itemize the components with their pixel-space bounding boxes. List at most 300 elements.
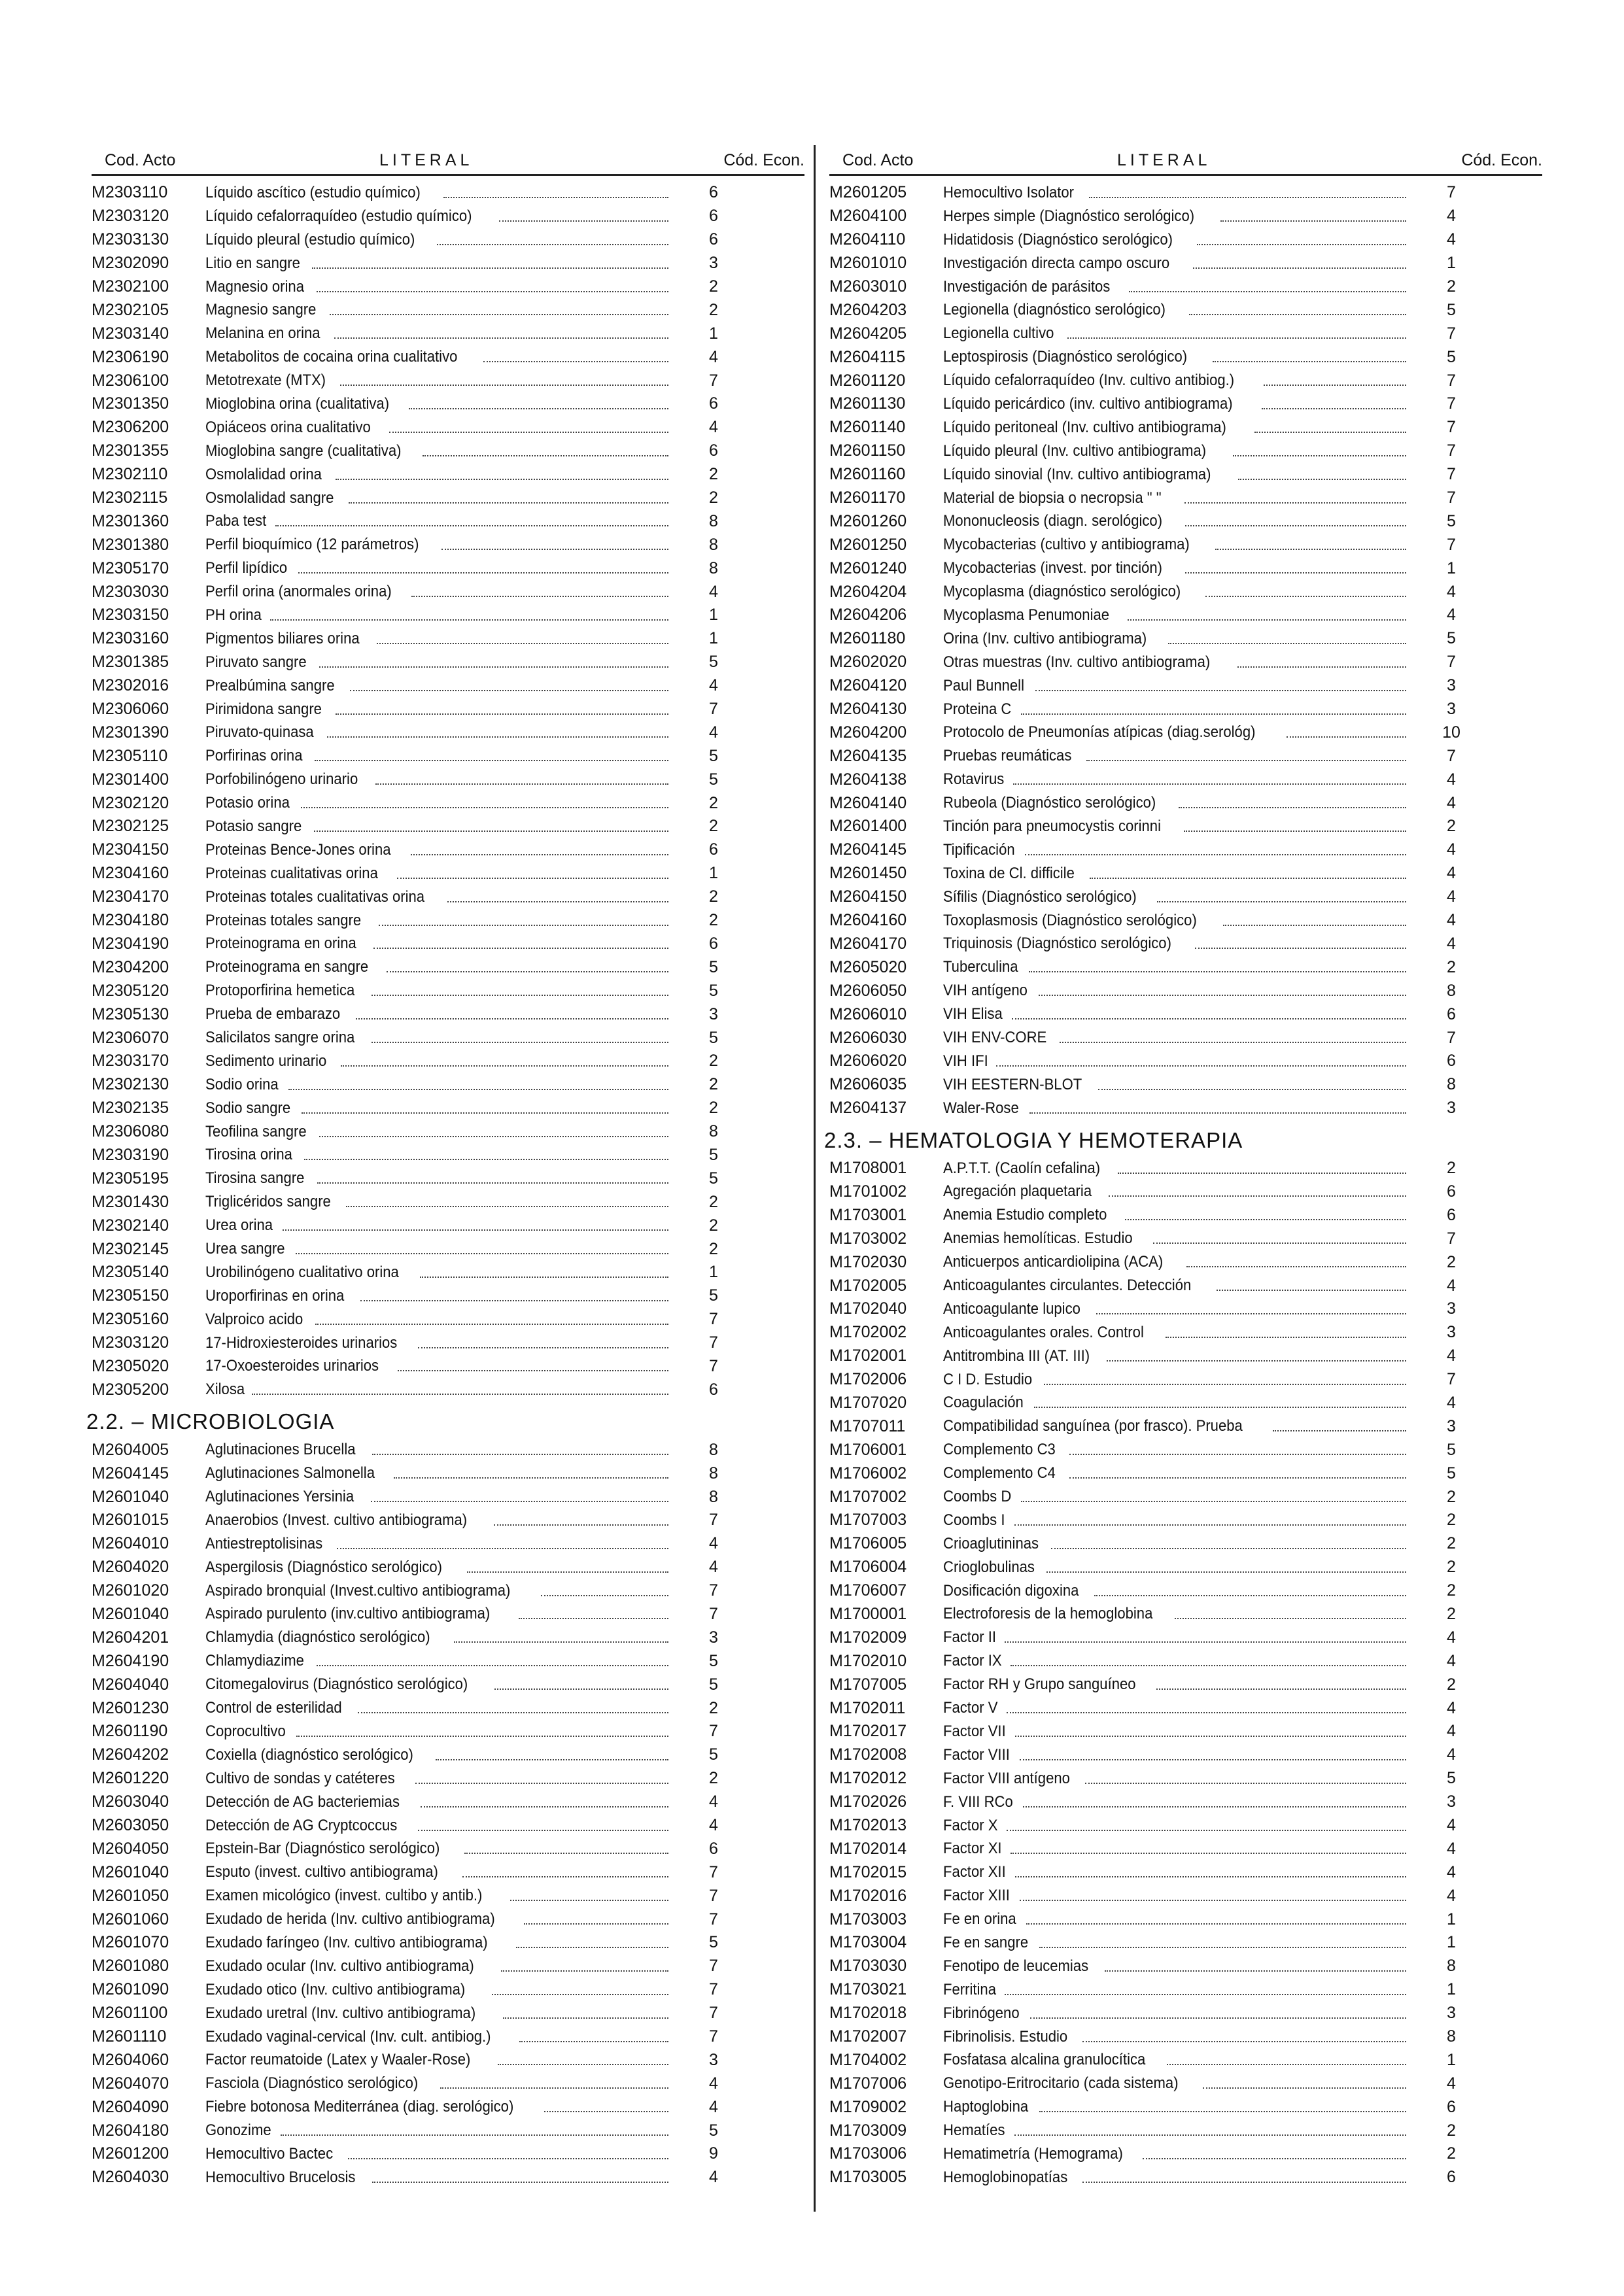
literal-text: Sodio orina — [205, 1075, 279, 1093]
act-code: M2604010 — [92, 1534, 169, 1553]
table-row — [92, 955, 804, 979]
econ-code: 2 — [1447, 1511, 1456, 1530]
dot-leader — [1020, 1900, 1406, 1901]
literal-cell — [205, 583, 668, 601]
econ-code: 5 — [709, 2121, 718, 2140]
literal-text: Sífilis (Diagnóstico serológico) — [943, 887, 1137, 906]
dot-leader — [1237, 666, 1406, 668]
econ-code: 7 — [1447, 183, 1456, 202]
dot-leader — [1203, 2087, 1406, 2089]
econ-code: 4 — [709, 1816, 718, 1834]
dot-leader — [304, 1159, 668, 1160]
act-code: M2604160 — [829, 911, 907, 930]
table-row — [92, 1284, 804, 1308]
table-row — [92, 205, 804, 228]
right-column — [824, 149, 1542, 2189]
econ-code: 7 — [709, 2027, 718, 2046]
table-row — [829, 2166, 1542, 2189]
literal-cell — [205, 395, 668, 413]
econ-code: 4 — [1447, 840, 1456, 859]
act-code: M2604205 — [829, 324, 907, 343]
table-row — [92, 1696, 804, 1720]
act-code: M2601230 — [92, 1698, 169, 1717]
econ-code: 8 — [1447, 1075, 1456, 1094]
act-code: M1702026 — [829, 1792, 907, 1811]
table-row — [92, 815, 804, 838]
act-code: M2306200 — [92, 418, 169, 437]
literal-text: Piruvato-quinasa — [205, 723, 314, 742]
econ-code: 4 — [1447, 934, 1456, 953]
table-row — [829, 228, 1542, 252]
table-row — [829, 1696, 1542, 1720]
dot-leader — [1060, 1042, 1406, 1043]
act-code: M1702001 — [829, 1346, 907, 1365]
dot-leader — [1039, 995, 1406, 996]
table-row — [829, 439, 1542, 463]
literal-cell — [205, 2098, 668, 2116]
econ-code: 2 — [709, 1052, 718, 1071]
literal-text: Factor XIII — [943, 1887, 1010, 1905]
econ-code: 7 — [709, 1356, 718, 1375]
literal-cell — [205, 1216, 668, 1235]
literal-text: Valproico acido — [205, 1310, 303, 1328]
act-code: M2601040 — [92, 1487, 169, 1506]
table-row — [829, 933, 1542, 956]
table-row — [829, 1626, 1542, 1649]
act-code: M1702005 — [829, 1276, 907, 1295]
table-row — [829, 1532, 1542, 1556]
act-code: M2601260 — [829, 511, 907, 530]
table-row — [829, 862, 1542, 885]
literal-text: Melanina en orina — [205, 324, 320, 343]
literal-text: Control de esterilidad — [205, 1699, 342, 1717]
table-row — [829, 1345, 1542, 1368]
dot-leader — [387, 971, 668, 972]
table-row — [92, 2025, 804, 2049]
act-code: M2601050 — [92, 1886, 169, 1905]
econ-code: 2 — [709, 277, 718, 296]
literal-cell — [943, 536, 1406, 554]
dot-leader — [494, 1688, 668, 1690]
table-row — [92, 1603, 804, 1626]
act-code: M2604200 — [829, 723, 907, 742]
literal-cell — [205, 207, 668, 226]
table-row — [829, 252, 1542, 275]
dot-leader — [1233, 455, 1406, 456]
literal-cell — [943, 1300, 1406, 1318]
econ-code: 2 — [709, 1698, 718, 1717]
table-row — [829, 791, 1542, 815]
literal-text: F. VIII RCo — [943, 1792, 1013, 1811]
act-code: M2303170 — [92, 1052, 169, 1071]
econ-code: 1 — [1447, 1933, 1456, 1952]
literal-cell — [943, 1793, 1406, 1811]
literal-cell — [205, 817, 668, 836]
dot-leader — [275, 525, 668, 526]
econ-code: 3 — [1447, 1099, 1456, 1118]
literal-cell — [943, 2004, 1406, 2023]
act-code: M2303150 — [92, 606, 169, 625]
act-code: M1703004 — [829, 1933, 907, 1952]
literal-cell — [943, 442, 1406, 460]
act-code: M2305120 — [92, 981, 169, 1000]
econ-code: 2 — [1447, 957, 1456, 976]
act-code: M2302130 — [92, 1075, 169, 1094]
act-code: M2302125 — [92, 817, 169, 836]
literal-text: Proteinas cualitativas orina — [205, 864, 378, 882]
dot-leader — [1128, 619, 1406, 621]
dot-leader — [1025, 854, 1406, 855]
literal-cell — [205, 1464, 668, 1482]
dot-leader — [334, 337, 668, 339]
table-row — [92, 1720, 804, 1743]
literal-cell — [943, 466, 1406, 484]
literal-cell — [205, 1488, 668, 1506]
header-code: Cod. Acto — [842, 151, 914, 169]
table-row — [92, 1931, 804, 1955]
act-code: M1702009 — [829, 1628, 907, 1647]
literal-text: Complemento C4 — [943, 1464, 1056, 1482]
econ-code: 4 — [709, 1792, 718, 1811]
table-row — [829, 2142, 1542, 2166]
literal-text: Investigación directa campo oscuro — [943, 254, 1170, 272]
dot-leader — [317, 1665, 668, 1666]
econ-code: 1 — [1447, 254, 1456, 273]
literal-cell — [943, 1324, 1406, 1342]
dot-leader — [1189, 314, 1406, 315]
dot-leader — [348, 2158, 668, 2159]
econ-code: 4 — [1447, 1276, 1456, 1295]
literal-cell — [205, 1076, 668, 1094]
act-code: M2606010 — [829, 1004, 907, 1023]
table-row — [829, 1321, 1542, 1345]
table-row — [829, 744, 1542, 768]
econ-code: 5 — [1447, 1440, 1456, 1459]
literal-text: Anticuerpos anticardiolipina (ACA) — [943, 1253, 1164, 1271]
act-code: M2304190 — [92, 934, 169, 953]
table-row — [829, 1814, 1542, 1838]
literal-text: Factor VIII — [943, 1745, 1010, 1764]
dot-leader — [1030, 2017, 1406, 2019]
act-code: M1703030 — [829, 1957, 907, 1976]
econ-code: 4 — [709, 1558, 718, 1577]
table-row — [92, 1509, 804, 1532]
table-row — [92, 322, 804, 345]
dot-leader — [1107, 1360, 1406, 1362]
literal-cell — [205, 1793, 668, 1811]
econ-code: 4 — [709, 2097, 718, 2116]
dot-leader — [283, 1229, 668, 1231]
table-row — [92, 1462, 804, 1485]
dot-leader — [996, 1065, 1406, 1067]
dot-leader — [1069, 1477, 1406, 1479]
literal-cell — [205, 1652, 668, 1670]
literal-text: Osmolalidad sangre — [205, 488, 334, 507]
econ-code: 4 — [1447, 1651, 1456, 1670]
literal-cell — [943, 2145, 1406, 2163]
literal-cell — [205, 1311, 668, 1329]
dot-leader — [1082, 2041, 1406, 2042]
literal-cell — [943, 865, 1406, 883]
literal-cell — [943, 1347, 1406, 1365]
literal-text: Hematíes — [943, 2121, 1005, 2140]
table-row — [829, 1097, 1542, 1120]
econ-code: 2 — [1447, 1675, 1456, 1694]
table-row — [829, 1180, 1542, 1204]
dot-leader — [498, 2064, 668, 2065]
literal-cell — [205, 512, 668, 530]
table-row — [92, 416, 804, 439]
literal-text: VIH IFI — [943, 1052, 988, 1070]
literal-text: Mioglobina sangre (cualitativa) — [205, 441, 402, 460]
literal-cell — [205, 1863, 668, 1881]
literal-cell — [943, 324, 1406, 343]
table-row — [92, 2072, 804, 2095]
econ-code: 4 — [1447, 1745, 1456, 1764]
literal-cell — [205, 653, 668, 672]
econ-code: 8 — [709, 511, 718, 530]
econ-code: 2 — [1447, 1159, 1456, 1178]
act-code: M2603050 — [92, 1816, 169, 1834]
econ-code: 2 — [709, 911, 718, 930]
econ-code: 8 — [709, 558, 718, 577]
table-row — [92, 580, 804, 604]
literal-text: Xilosa — [205, 1380, 245, 1399]
table-row — [829, 1414, 1542, 1438]
literal-text: Electroforesis de la hemoglobina — [943, 1605, 1153, 1623]
literal-cell — [205, 1817, 668, 1835]
table-row — [829, 1203, 1542, 1227]
literal-cell — [205, 1005, 668, 1023]
literal-cell — [205, 348, 668, 366]
act-code: M2603010 — [829, 277, 907, 296]
literal-cell — [205, 1123, 668, 1141]
dot-leader — [356, 1018, 668, 1019]
literal-cell — [205, 1628, 668, 1647]
dot-leader — [389, 432, 668, 433]
table-row — [92, 1673, 804, 1696]
table-row — [829, 1509, 1542, 1532]
literal-cell — [205, 1605, 668, 1623]
literal-text: Exudado faríngeo (Inv. cultivo antibiograma) — [205, 1933, 488, 1951]
table-row — [829, 1050, 1542, 1073]
act-code: M2301390 — [92, 723, 169, 742]
table-row — [829, 1438, 1542, 1462]
table-row — [829, 1579, 1542, 1603]
table-row — [92, 1214, 804, 1237]
table-row — [829, 909, 1542, 933]
econ-code: 5 — [1447, 347, 1456, 366]
act-code: M2304180 — [92, 911, 169, 930]
act-code: M1700001 — [829, 1604, 907, 1623]
literal-text: Mioglobina orina (cualitativa) — [205, 394, 390, 413]
header-literal: LITERAL — [379, 151, 474, 169]
act-code: M2604170 — [829, 934, 907, 953]
table-row — [829, 275, 1542, 299]
act-code: M2604202 — [92, 1745, 169, 1764]
econ-code: 4 — [1447, 606, 1456, 625]
table-row — [829, 1227, 1542, 1250]
left-header — [92, 149, 804, 176]
econ-code: 7 — [1447, 441, 1456, 460]
literal-text: Legionella cultivo — [943, 324, 1054, 343]
literal-cell — [205, 2168, 668, 2187]
literal-cell — [943, 1558, 1406, 1577]
act-code: M2606035 — [829, 1075, 907, 1094]
literal-text: Coprocultivo — [205, 1722, 286, 1740]
dot-leader — [464, 1853, 668, 1854]
literal-text: Antiestreptolisinas — [205, 1534, 323, 1552]
dot-leader — [1109, 1195, 1406, 1197]
literal-cell — [205, 559, 668, 577]
table-row — [92, 439, 804, 463]
dot-leader — [377, 643, 668, 644]
table-row — [829, 627, 1542, 651]
literal-cell — [943, 1582, 1406, 1600]
literal-cell — [943, 2098, 1406, 2116]
table-row — [829, 1884, 1542, 1908]
dot-leader — [1184, 502, 1406, 504]
dot-leader — [467, 1571, 668, 1573]
econ-code: 4 — [1447, 1839, 1456, 1858]
table-row — [92, 1649, 804, 1673]
econ-code: 6 — [709, 394, 718, 413]
table-row — [92, 1814, 804, 1838]
table-row — [829, 533, 1542, 557]
table-row — [829, 1297, 1542, 1321]
econ-code: 7 — [709, 1581, 718, 1600]
literal-cell — [943, 700, 1406, 719]
act-code: M2305195 — [92, 1169, 169, 1188]
literal-text: Urobilinógeno cualitativo orina — [205, 1263, 399, 1281]
act-code: M2305020 — [92, 1356, 169, 1375]
literal-text: Magnesio orina — [205, 277, 304, 296]
literal-text: Prueba de embarazo — [205, 1005, 341, 1023]
table-row — [829, 721, 1542, 744]
dot-leader — [281, 2134, 668, 2136]
literal-cell — [943, 1488, 1406, 1506]
table-row — [829, 1931, 1542, 1955]
literal-cell — [205, 794, 668, 812]
table-row — [829, 1556, 1542, 1579]
act-code: M2601150 — [829, 441, 906, 460]
econ-code: 7 — [709, 1722, 718, 1741]
act-code: M1706001 — [829, 1440, 907, 1459]
table-row — [92, 275, 804, 299]
act-code: M2604005 — [92, 1440, 169, 1459]
literal-text: Osmolalidad orina — [205, 465, 322, 483]
literal-text: Anemia Estudio completo — [943, 1206, 1107, 1224]
act-code: M2604135 — [829, 746, 907, 765]
dot-leader — [483, 361, 668, 362]
act-code: M2305170 — [92, 558, 169, 577]
act-code: M2601100 — [92, 2004, 168, 2023]
table-row — [829, 1603, 1542, 1626]
table-row — [829, 322, 1542, 345]
act-code: M2601140 — [829, 418, 906, 437]
literal-cell — [205, 912, 668, 930]
dot-leader — [1011, 1665, 1406, 1666]
econ-code: 4 — [709, 676, 718, 695]
dot-leader — [1096, 1313, 1406, 1314]
dot-leader — [1014, 1524, 1406, 1526]
literal-cell — [205, 1535, 668, 1553]
table-row — [92, 1378, 804, 1401]
dot-leader — [1015, 1876, 1406, 1877]
act-code: M2305160 — [92, 1310, 169, 1329]
literal-text: Exudado de herida (Inv. cultivo antibiograma) — [205, 1910, 495, 1928]
econ-code: 5 — [709, 1286, 718, 1305]
table-row — [829, 1791, 1542, 1814]
act-code: M2604137 — [829, 1099, 907, 1118]
act-code: M2604120 — [829, 676, 907, 695]
dot-leader — [447, 901, 668, 902]
literal-text: Potasio orina — [205, 794, 290, 812]
literal-text: Haptoglobina — [943, 2098, 1029, 2116]
dot-leader — [1034, 1407, 1406, 1408]
act-code: M1702040 — [829, 1299, 907, 1318]
table-row — [829, 1250, 1542, 1274]
dot-leader — [1046, 1571, 1406, 1573]
table-row — [92, 838, 804, 862]
dot-leader — [492, 1994, 668, 1995]
literal-text: Mycobacterias (invest. por tinción) — [943, 559, 1163, 577]
econ-code: 4 — [1447, 1346, 1456, 1365]
dot-leader — [1143, 2158, 1406, 2159]
table-row — [92, 791, 804, 815]
econ-code: 1 — [709, 629, 718, 648]
act-code: M2305130 — [92, 1004, 169, 1023]
literal-text: Detección de AG bacteriemias — [205, 1792, 400, 1811]
literal-cell — [205, 1746, 668, 1764]
table-row — [92, 604, 804, 627]
dot-leader — [1086, 760, 1406, 761]
act-code: M2604140 — [829, 793, 907, 812]
act-code: M2602020 — [829, 653, 907, 672]
dot-leader — [1015, 1736, 1406, 1737]
literal-cell — [205, 466, 668, 484]
econ-code: 6 — [709, 934, 718, 953]
literal-cell — [205, 1934, 668, 1952]
literal-text: Agregación plaquetaria — [943, 1182, 1092, 1201]
literal-cell — [205, 1887, 668, 1905]
dot-leader — [1039, 1947, 1406, 1948]
act-code: M2304150 — [92, 840, 169, 859]
literal-cell — [205, 841, 668, 859]
table-row — [92, 345, 804, 369]
table-row — [92, 1002, 804, 1026]
literal-cell — [205, 324, 668, 343]
literal-cell — [943, 912, 1406, 930]
act-code: M2604110 — [829, 230, 906, 249]
act-code: M2302016 — [92, 676, 169, 695]
dot-leader — [443, 197, 668, 198]
literal-text: Factor VII — [943, 1722, 1006, 1740]
act-code: M1702010 — [829, 1651, 907, 1670]
act-code: M2303120 — [92, 207, 169, 226]
literal-text: Coombs I — [943, 1511, 1005, 1529]
dot-leader — [1125, 1219, 1406, 1220]
table-row — [92, 744, 804, 768]
econ-code: 3 — [709, 1628, 718, 1647]
table-row — [92, 909, 804, 933]
literal-cell — [943, 1029, 1406, 1047]
dot-leader — [317, 291, 668, 292]
econ-code: 4 — [1447, 887, 1456, 906]
econ-code: 6 — [1447, 1004, 1456, 1023]
econ-code: 7 — [709, 1886, 718, 1905]
dot-leader — [1094, 1595, 1406, 1596]
